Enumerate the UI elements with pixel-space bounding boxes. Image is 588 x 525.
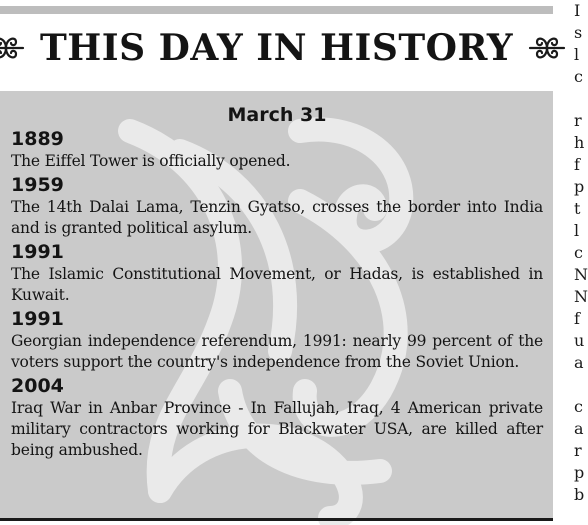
adjacent-column-letter: c	[574, 67, 583, 86]
adjacent-column-letter: f	[574, 155, 580, 174]
adjacent-column-letter: t	[574, 199, 581, 218]
adjacent-column-letter: s	[574, 23, 583, 42]
adjacent-column-letter: N	[574, 265, 588, 284]
event-text: The Eiffel Tower is officially opened.	[11, 152, 291, 170]
adjacent-column-letter: h	[574, 133, 585, 152]
adjacent-column-letter: p	[574, 177, 585, 196]
adjacent-column-letter: I	[574, 1, 581, 20]
event-year: 1991	[11, 308, 64, 330]
event-year: 1991	[11, 241, 64, 263]
date-heading: March 31	[227, 104, 327, 126]
event-year: 1889	[11, 128, 64, 150]
adjacent-column-letter: a	[574, 353, 584, 372]
adjacent-column-letter: l	[574, 45, 580, 64]
content-column	[11, 91, 543, 462]
adjacent-column-letter: c	[574, 243, 583, 262]
event-text: The Islamic Constitutional Movement, or Hadas, is established in Kuwait.	[11, 265, 543, 304]
event-year: 2004	[11, 375, 64, 397]
adjacent-column-fragment	[574, 0, 588, 525]
bottom-rule	[0, 518, 553, 521]
right-ornament-icon	[527, 28, 567, 68]
top-rule	[0, 6, 553, 14]
adjacent-column-letter: a	[574, 419, 584, 438]
adjacent-column-letter: c	[574, 397, 583, 416]
adjacent-column-letter	[574, 374, 584, 396]
event-year: 1959	[11, 174, 64, 196]
adjacent-column-letter: u	[574, 331, 585, 350]
adjacent-column-letter: b	[574, 485, 585, 504]
adjacent-column-letter: N	[574, 287, 588, 306]
history-panel	[0, 91, 553, 518]
adjacent-column-letter: r	[574, 111, 582, 130]
banner-title: THIS DAY IN HISTORY	[39, 27, 514, 69]
event-text: Georgian independence referendum, 1991: nearly 99 percent of the voters support the country's independence from the Soviet Union.	[11, 332, 543, 371]
adjacent-column-letter: r	[574, 441, 582, 460]
adjacent-column-letter: p	[574, 463, 585, 482]
adjacent-column-letter	[574, 88, 584, 110]
banner	[0, 17, 553, 79]
event-text: Iraq War in Anbar Province - In Fallujah, Iraq, 4 American private military contractors working for Blackwater USA, are killed after being ambushed.	[11, 399, 543, 459]
adjacent-column-letter: l	[574, 221, 580, 240]
event-text: The 14th Dalai Lama, Tenzin Gyatso, crosses the border into India and is granted political asylum.	[11, 198, 543, 237]
adjacent-column-letter: f	[574, 309, 580, 328]
left-ornament-icon	[0, 28, 26, 68]
